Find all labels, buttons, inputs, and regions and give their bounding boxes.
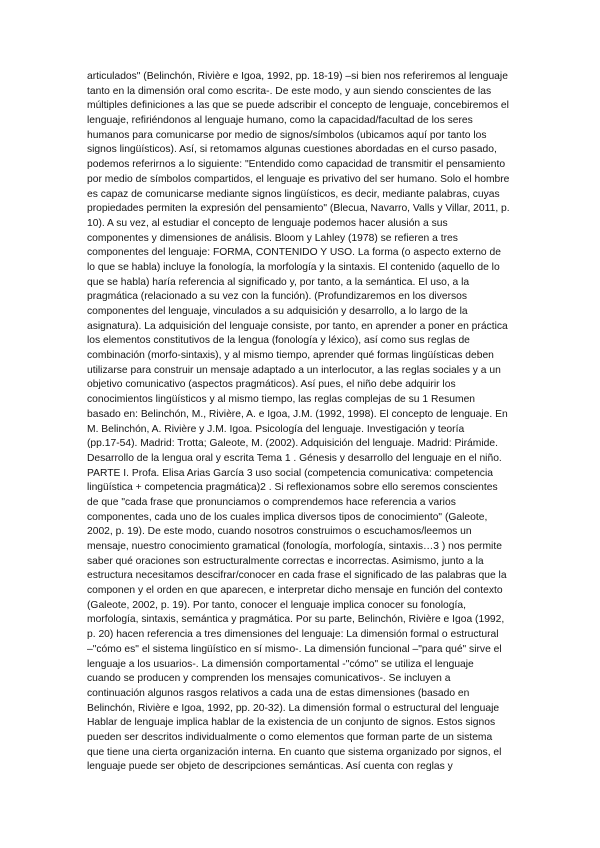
text-line: Belinchón, Rivière e Igoa, 1992, pp. 20-32). La dimensión formal o estructural del lenguaje	[87, 702, 500, 714]
text-line: estructura necesitamos descifrar/conocer en cada frase el significado de las palabras que la	[87, 570, 507, 582]
body-text	[87, 70, 527, 775]
text-line: que tiene una cierta organización interna. En cuanto que sistema organizado por signos, el	[87, 746, 502, 758]
text-line: objetivo comunicativo (aspectos pragmáticos). Así pues, el niño debe adquirir los	[87, 379, 456, 391]
text-line: basado en: Belinchón, M., Rivière, A. e Igoa, J.M. (1992, 1998). El concepto de lenguaje. En	[87, 408, 508, 420]
text-line: Hablar de lenguaje implica hablar de la existencia de un conjunto de signos. Estos signos	[87, 717, 496, 729]
text-line: M. Belinchón, A. Rivière y J.M. Igoa. Psicología del lenguaje. Investigación y teoría	[87, 423, 465, 435]
text-line: signos lingüísticos). Así, si retomamos algunas cuestiones abordadas en el curso pasado,	[87, 144, 497, 156]
text-line: pragmática (relacionado a su vez con la función). (Profundizaremos en los diversos	[87, 291, 468, 303]
text-line: lingüística + competencia pragmática)2 . Si reflexionamos sobre ello seremos conscientes	[87, 482, 498, 494]
text-line: componentes, cada uno de los cuales implica diversos tipos de conocimiento" (Galeote,	[87, 511, 488, 523]
text-line: combinación (morfo-sintaxis), y al mismo tiempo, aprender qué formas lingüísticas deben	[87, 350, 494, 362]
text-line: Desarrollo de la lengua oral y escrita Tema 1 . Génesis y desarrollo del lenguaje en el niño.	[87, 452, 502, 464]
text-line: 10). A su vez, al estudiar el concepto de lenguaje podemos hacer alusión a sus	[87, 217, 448, 229]
text-line: los elementos constitutivos de la lengua (fonología y léxico), así como sus reglas de	[87, 335, 470, 347]
text-line: que se habla) haría referencia al significado y, por tanto, a la semántica. El uso, a la	[87, 276, 470, 288]
text-line: –"cómo es" el sistema lingüístico en sí mismo-. La dimensión funcional –"para qué" sirve el	[87, 643, 502, 655]
text-line: por medio de símbolos compartidos, el lenguaje es privativo del ser humano. Solo el hombre	[87, 173, 510, 185]
text-line: p. 20) hacen referencia a tres dimensiones del lenguaje: La dimensión formal o estructural	[87, 629, 499, 641]
text-line: asignatura). La adquisición del lenguaje consiste, por tanto, en aprender a poner en práctica	[87, 320, 508, 332]
text-line: lo que se habla) incluye la fonología, la morfología y la sintaxis. El contenido (aquello de lo	[87, 261, 500, 273]
text-line: componentes del lenguaje: FORMA, CONTENIDO Y USO. La forma (o aspecto externo de	[87, 247, 501, 259]
text-line: cuando se producen y comprenden los mensajes comunicativos-. Se incluyen a	[87, 673, 451, 685]
text-line: componen y el orden en que aparecen, e interpretar dicho mensaje en función del contexto	[87, 585, 503, 597]
text-line: utilizarse para construir un mensaje adaptado a un interlocutor, a las reglas sociales y a un	[87, 364, 501, 376]
text-line: conocimientos lingüísticos y al mismo tiempo, las reglas complejas de su 1 Resumen	[87, 394, 476, 406]
text-line: propiedades permiten la expresión del pensamiento" (Blecua, Navarro, Valls y Villar, 2011, p.	[87, 203, 510, 215]
text-line: es capaz de comunicarse mediante signos lingüísticos, es decir, mediante palabras, cuyas	[87, 188, 500, 200]
text-line: articulados" (Belinchón, Rivière e Igoa, 1992, pp. 18-19) –si bien nos referiremos al lenguaje	[87, 71, 508, 82]
text-line: múltiples definiciones a las que se puede adscribir el concepto de lenguaje, concebiremos el	[87, 100, 509, 112]
text-line: mensaje, nuestro conocimiento gramatical (fonología, morfología, sintaxis…3 ) nos permite	[87, 541, 502, 552]
text-line: (pp.17-54). Madrid: Trotta; Galeote, M. (2002). Adquisición del lenguaje. Madrid: Pirámide.	[87, 438, 498, 450]
text-line: saber qué oraciones son estructuralmente correctas e incorrectas. Asimismo, junto a la	[87, 555, 484, 567]
text-line: humanos para comunicarse por medio de signos/símbolos (ubicamos aquí por tanto los	[87, 129, 487, 141]
text-line: morfología, sintaxis, semántica y pragmática. Por su parte, Belinchón, Rivière e Igoa (1992,	[87, 614, 505, 626]
text-line: pueden ser descritos individualmente o como elementos que forman parte de un sistema	[87, 731, 493, 743]
text-line: continuación algunos rasgos relativos a cada una de estas dimensiones (basado en	[87, 687, 470, 699]
text-line: podemos referirnos a lo siguiente: "Entendido como capacidad de transmitir el pensamiento	[87, 159, 506, 171]
text-line: lenguaje a los usuarios-. La dimensión comportamental -"cómo" se utiliza el lenguaje	[87, 658, 474, 670]
text-line: (Galeote, 2002, p. 19). Por tanto, conocer el lenguaje implica conocer su fonología,	[87, 599, 466, 611]
text-line: componentes del lenguaje, vinculados a su adquisición y desarrollo, a lo largo de la	[87, 306, 468, 317]
text-line: componentes y dimensiones de análisis. Bloom y Lahley (1978) se refieren a tres	[87, 232, 458, 244]
text-line: tanto en la dimensión oral como escrita-. De este modo, y aun siendo conscientes de las	[87, 85, 492, 97]
text-line: PARTE I. Profa. Elisa Arias García 3 uso social (competencia comunicativa: competencia	[87, 467, 493, 479]
text-line: 2002, p. 19). De este modo, cuando nosotros construimos o escuchamos/leemos un	[87, 526, 472, 538]
text-line: lenguaje, refiriéndonos al lenguaje humano, como la capacidad/facultad de los seres	[87, 115, 473, 127]
text-line: de que "cada frase que pronunciamos o comprendemos hace referencia a varios	[87, 496, 456, 508]
text-line: lenguaje puede ser objeto de descripciones semánticas. Así cuenta con reglas y	[87, 761, 453, 773]
